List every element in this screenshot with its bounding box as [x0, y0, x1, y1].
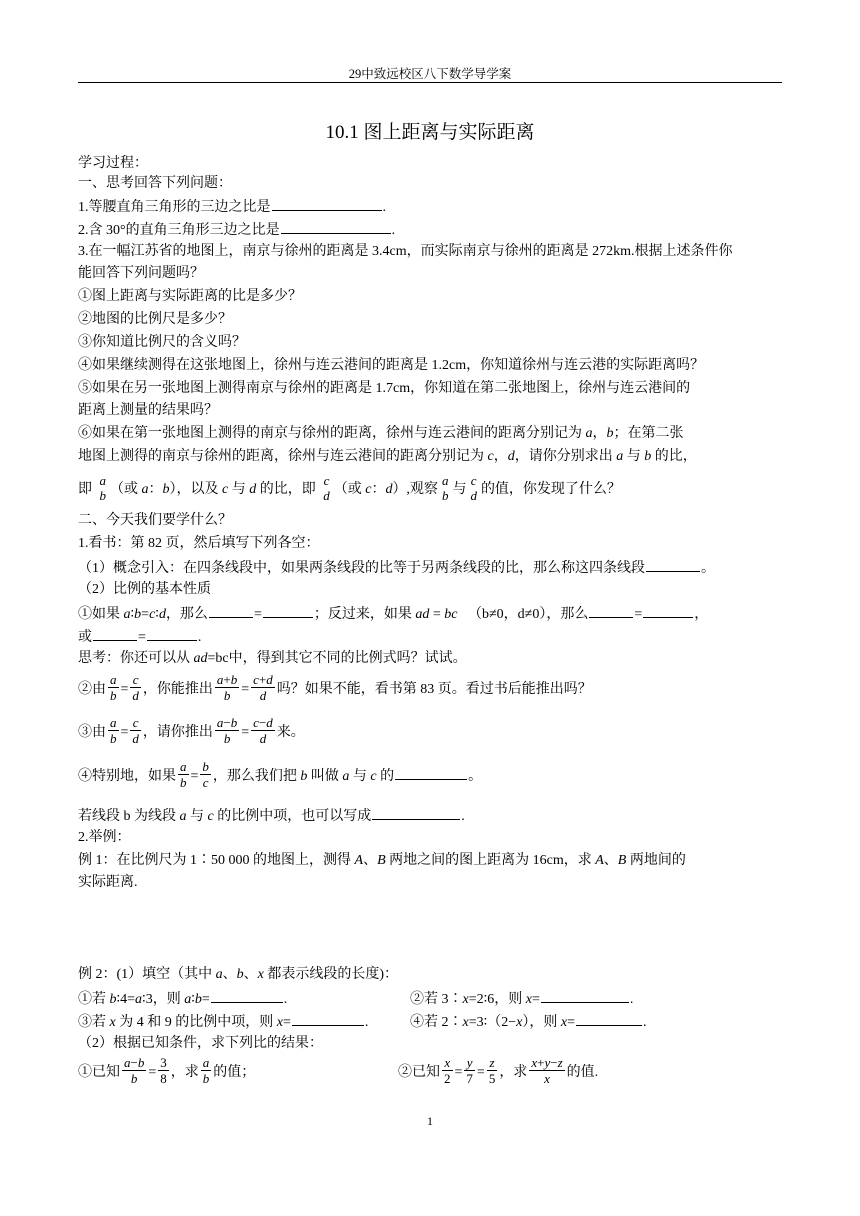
answer-blank[interactable] [589, 604, 633, 618]
page-header: 29中致远校区八下数学导学案 [348, 67, 512, 81]
fill-3: ③若 x 为 4 和 9 的比例中项，则 x= . [78, 1012, 368, 1032]
answer-blank[interactable] [263, 604, 313, 618]
sub-question-4: ④如果继续测得在这张地图上，徐州与连云港间的距离是 1.2cm，你知道徐州与连云港的实际距离吗？ [78, 358, 705, 373]
example-1-line2: 实际距离. [78, 875, 138, 890]
property-2: ②由 $\frac{a}{b}$ = $\frac{c}{d}$ ，你能推出 $\frac{a+b}{b}$ = $\frac{c+d}{d}$ 吗？如果不能，看书第 83 页。看过书后能推出吗？ [78, 672, 592, 704]
answer-blank[interactable] [576, 1012, 642, 1026]
given-2: ②已知 $\frac{x}{2}$ = $\frac{y}{7}$ = $\frac{z}{5}$ ，求 $\frac{x+y-z}{x}$ 的值. [398, 1055, 599, 1087]
answer-blank[interactable] [541, 989, 629, 1003]
section-1-heading: 一、思考回答下列问题： [78, 176, 232, 191]
answer-blank[interactable] [281, 220, 391, 234]
answer-blank[interactable] [643, 604, 693, 618]
fraction-c-over-d: c d [470, 472, 477, 503]
given-1: ①已知 $\frac{a-b}{b}$ = $\frac{3}{8}$ ，求 $\frac{a}{b}$ 的值； [78, 1055, 256, 1087]
sub-question-6-line2: 地图上测得的南京与徐州的距离，徐州与连云港间的距离分别记为 c，d，请你分别求出 a 与 b 的比， [78, 449, 697, 464]
property-1-line2: 或 = . [78, 627, 201, 647]
fill-2: ②若 3∶x=2∶6，则 x= . [410, 989, 633, 1009]
sub-question-5-line2: 距离上测量的结果吗？ [78, 403, 218, 418]
answer-blank[interactable] [395, 766, 467, 780]
answer-blank[interactable] [646, 558, 700, 572]
fraction-a-over-b: a b [441, 472, 449, 503]
page-number: 1 [427, 1114, 433, 1128]
concept-intro: （1）概念引入：在四条线段中，如果两条线段的比等于另两条线段的比，那么称这四条线段 。 [78, 558, 715, 578]
property-1-line1: ①如果 a∶b=c∶d，那么 = ；反过来，如果 ad = bc （b≠0，d≠0），那么 = ， [78, 604, 708, 624]
section-process: 学习过程： [78, 156, 148, 171]
fill-1: ①若 b∶4=a∶3，则 a∶b= . [78, 989, 287, 1009]
sub-question-2: ②地图的比例尺是多少？ [78, 312, 232, 327]
sub-question-5-line1: ⑤如果在另一张地图上测得南京与徐州的距离是 1.7cm，你知道在第二张地图上，徐州与连云港间的 [78, 381, 691, 396]
basic-property-heading: （2）比例的基本性质 [78, 582, 211, 597]
examples-heading: 2.举例： [78, 830, 131, 845]
answer-blank[interactable] [147, 627, 197, 641]
answer-blank[interactable] [272, 197, 382, 211]
sub-question-6-line1: ⑥如果在第一张地图上测得的南京与徐州的距离，徐州与连云港间的距离分别记为 a，b；在第二张 [78, 426, 684, 441]
question-1: 1.等腰直角三角形的三边之比是 . [78, 197, 386, 217]
example-1-line1: 例 1：在比例尺为 1∶50 000 的地图上，测得 A、B 两地之间的图上距离为 16cm，求 A、B 两地间的 [78, 853, 686, 868]
sub-question-3: ③你知道比例尺的含义吗？ [78, 335, 246, 350]
reading-task: 1.看书：第 82 页，然后填写下列各空： [78, 536, 320, 551]
sub-question-1: ①图上距离与实际距离的比是多少？ [78, 289, 302, 304]
answer-blank[interactable] [209, 604, 253, 618]
property-4: ④特别地，如果 $\frac{a}{b}$ = $\frac{b}{c}$ ，那么我们把 b 叫做 a 与 c 的 。 [78, 759, 483, 791]
answer-blank[interactable] [292, 1012, 364, 1026]
mean-proportional: 若线段 b 为线段 a 与 c 的比例中项，也可以写成 . [78, 806, 465, 826]
think-prompt: 思考：你还可以从 ad=bc中，得到其它不同的比例式吗？试试。 [78, 651, 467, 666]
example-2-part2: （2）根据已知条件，求下列比的结果： [78, 1036, 323, 1051]
section-2-heading: 二、今天我们要学什么？ [78, 513, 232, 528]
answer-blank[interactable] [372, 806, 460, 820]
fraction-a-over-b: a b [99, 472, 106, 503]
question-3-line1: 3.在一幅江苏省的地图上，南京与徐州的距离是 3.4cm，而实际南京与徐州的距离是 272km.根据上述条件你 [78, 244, 733, 259]
question-2: 2.含 30°的直角三角形三边之比是 . [78, 220, 395, 240]
answer-blank[interactable] [211, 989, 283, 1003]
property-3: ③由 $\frac{a}{b}$ = $\frac{c}{d}$ ，请你推出 $\frac{a-b}{b}$ = $\frac{c-d}{d}$ 来。 [78, 715, 305, 747]
example-2-heading: 例 2：(1）填空（其中 a、b、x 都表示线段的长度)： [78, 967, 399, 982]
header-rule [78, 82, 782, 83]
answer-blank[interactable] [93, 627, 137, 641]
question-3-line2: 能回答下列问题吗？ [78, 266, 204, 281]
fill-4: ④若 2∶x=3∶（2−x），则 x= . [410, 1012, 647, 1032]
fraction-c-over-d: c d [323, 472, 330, 503]
page-title: 10.1 图上距离与实际距离 [325, 122, 535, 143]
sub-question-6-line3: 即 a b （或 a：b），以及 c 与 d 的比，即 c d （或 c：d）,观察 a b 与 c d 的值，你发现了什么？ [78, 472, 621, 503]
